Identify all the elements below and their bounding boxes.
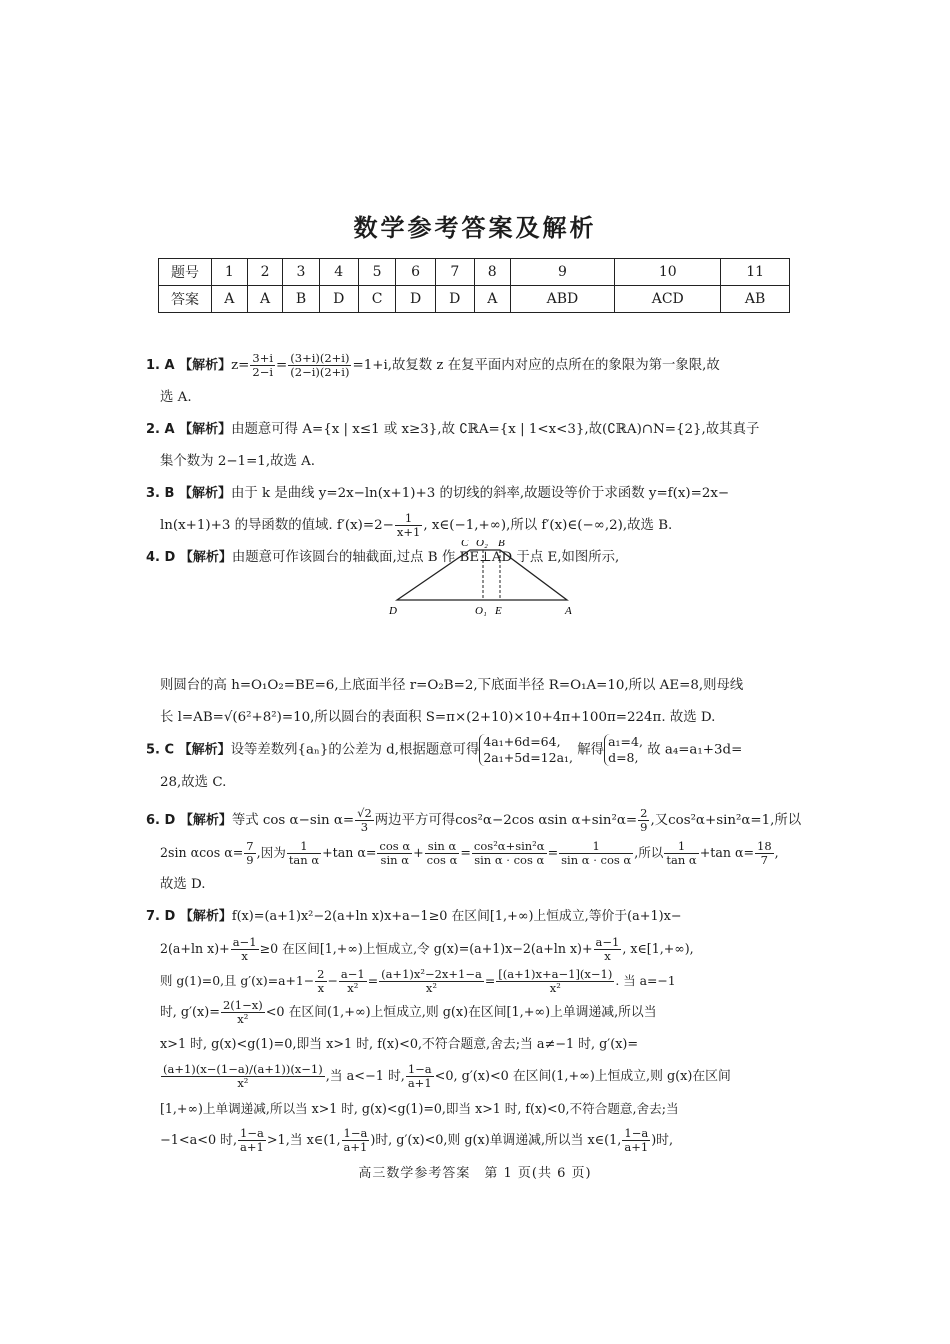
equation-system: a₁=4, d=8, [604, 734, 643, 766]
label-c: C [461, 540, 469, 549]
solution-7-line-1: 7. D 【解析】f(x)=(a+1)x²−2(a+ln x)x+a−1≥0 在区间[1,+∞)上恒成立,等价于(a+1)x− [146, 908, 682, 924]
solution-6-line-3: 故选 D. [160, 876, 206, 892]
solution-4-line-1: 4. D 【解析】由题意可作该圆台的轴截面,过点 B 作 BE⊥AD 于点 E,如图所示, [146, 550, 620, 565]
solution-3-line-2: ln(x+1)+3 的导函数的值域. f′(x)=2− $\frac{1}{x+1}$ , x∈(−1,+∞),所以 f′(x)∈(−∞,2),故选 B. [160, 511, 673, 539]
equation-system: 4a₁+6d=64, 2a₁+5d=12a₁, [479, 734, 573, 766]
fraction: $\frac{a-1}{x}$ [595, 934, 620, 963]
solution-4-line-3: 长 l=AB=√(6²+8²)=10,所以圆台的表面积 S=π×(2+10)×10+4π+100π=224π. 故选 D. [160, 710, 716, 725]
fraction: $\frac{\text{sin α}}{\text{cos α}}$ [426, 838, 458, 867]
row-label-answer: 答案 [159, 286, 212, 313]
table-cell: A [247, 286, 283, 313]
fraction: $\frac{1}{\text{sin α · cos α}}$ [561, 838, 632, 867]
fraction: $\frac{[(a+1)x+a-1](x-1)}{\text{x²}}$ [498, 966, 613, 995]
fraction: $\frac{7}{9}$ [246, 838, 254, 867]
table-cell: 8 [474, 259, 510, 286]
table-cell: 3 [283, 259, 319, 286]
fraction: $\frac{1-a}{a+1}$ [624, 1125, 649, 1154]
solution-4-line-2: 则圆台的高 h=O₁O₂=BE=6,上底面半径 r=O₂B=2,下底面半径 R=O₁A=10,所以 AE=8,则母线 [160, 678, 744, 693]
answer-table-answer-row [159, 286, 790, 313]
table-cell: B [283, 286, 319, 313]
solutions [146, 350, 806, 1157]
fraction: $\frac{(3+i)(2+i)}{(2-i)(2+i)}$ [290, 351, 350, 379]
row-label-number: 题号 [159, 259, 212, 286]
fraction: $\frac{1}{\text{tan α}}$ [666, 838, 697, 867]
solution-5-line-2: 28,故选 C. [160, 774, 227, 790]
fraction: $\frac{\text{cos²α+sin²α}}{\text{sin α · cos α}}$ [473, 838, 545, 867]
solution-3-line-1: 3. B 【解析】由于 k 是曲线 y=2x−ln(x+1)+3 的切线的斜率,故题设等价于求函数 y=f(x)=2x− [146, 486, 730, 501]
label-o2: O₂ [476, 540, 488, 549]
table-cell: A [474, 286, 510, 313]
table-cell: AB [721, 286, 790, 313]
label-o1: O₁ [475, 605, 487, 617]
table-cell: D [435, 286, 474, 313]
solution-2-line-2: 集个数为 2−1=1,故选 A. [160, 454, 316, 469]
table-cell: 9 [510, 259, 615, 286]
page-footer: 高三数学参考答案 第 1 页(共 6 页) [358, 1166, 592, 1181]
table-cell: D [319, 286, 358, 313]
label-b: B [498, 540, 505, 549]
solution-7-line-5: x>1 时, g(x)<g(1)=0,即当 x>1 时, f(x)<0,不符合题意,舍去;当 a≠−1 时, g′(x)= [160, 1036, 639, 1052]
fraction: $\frac{1-a}{a+1}$ [343, 1125, 368, 1154]
fraction: $\frac{\text{(a+1)x²−2x+1−a}}{\text{x²}}$ [381, 966, 482, 995]
fraction: $\frac{\text{cos α}}{\text{sin α}}$ [379, 838, 411, 867]
table-cell: 6 [396, 259, 435, 286]
page-title: 数学参考答案及解析 [353, 214, 597, 242]
label-d: D [389, 605, 397, 617]
table-cell: 10 [615, 259, 721, 286]
table-cell: 7 [435, 259, 474, 286]
fraction: $\frac{1-a}{a+1}$ [240, 1125, 264, 1154]
fraction: $\frac{(a+1)(x-(1-a)/(a+1))(x-1)}{\text{x²}}$ [163, 1061, 323, 1090]
fraction: $\frac{2}{x}$ [317, 966, 325, 995]
table-cell: D [396, 286, 435, 313]
answer-table-number-row [159, 259, 790, 286]
table-cell: 4 [319, 259, 358, 286]
solution-6-line-1: 6. D 【解析】等式 cos α−sin α= $\frac{√2}{3}$ 两边平方可得cos²α−2cos αsin α+sin²α= $\frac{2}{9}$ ,又cos²α+sin²α=1,所以 [146, 805, 802, 834]
solution-2-line-1: 2. A 【解析】由题意可得 A={x | x≤1 或 x≥3},故 ∁ℝA={x | 1<x<3},故(∁ℝA)∩N={2},故其真子 [146, 422, 760, 437]
fraction: $\frac{a-1}{\text{x²}}$ [340, 966, 365, 995]
fraction: $\frac{1}{\text{tan α}}$ [288, 838, 320, 867]
solution-1-line-2: 选 A. [160, 390, 192, 405]
table-cell: 2 [247, 259, 283, 286]
solution-7-line-3: 则 g(1)=0,且 g′(x)=a+1− $\frac{2}{x}$ − $\frac{a-1}{\text{x²}}$ = $\frac{\text{(a+1)x²−2x+1−a}}{\text{x²}}$ = $\frac{[(a+1)x+a-1](x-1)}{\text{x²}}$ . 当 a=−1 [160, 966, 676, 995]
fraction: $\frac{√2}{3}$ [357, 805, 372, 834]
solution-6-line-2: 2sin αcos α= $\frac{7}{9}$ ,因为 $\frac{1}{\text{tan α}}$ +tan α= $\frac{\text{cos α}}{\text{sin α}}$ + $\frac{\text{sin α}}{\text{cos α}}$ = $\frac{\text{cos²α+sin²α}}{\text{sin α · cos α}}$ = $\frac{1}{\text{sin α · cos α}}$ ,所以 $\frac{1}{\text{tan α}}$ +tan α= $\frac{18}{7}$ , [160, 838, 779, 867]
table-cell: 11 [721, 259, 790, 286]
solution-5-line-1: 5. C 【解析】设等差数列{aₙ}的公差为 d,根据题意可得 4a₁+6d=64, 2a₁+5d=12a₁, 解得 a₁=4, d=8, 故 a₄=a₁+3d= [146, 734, 743, 765]
solution-7-line-7: [1,+∞)上单调递减,所以当 x>1 时, g(x)<g(1)=0,即当 x>1 时, f(x)<0,不符合题意,舍去;当 [160, 1100, 679, 1116]
table-cell: 5 [358, 259, 396, 286]
solution-7-line-2: 2(a+ln x)+ $\frac{a-1}{x}$ ≥0 在区间[1,+∞)上恒成立,令 g(x)=(a+1)x−2(a+ln x)+ $\frac{a-1}{x}$ , x∈[1,+∞), [160, 934, 694, 963]
fraction: $\frac{2}{9}$ [640, 805, 648, 834]
label-a: A [565, 605, 572, 617]
solution-7-line-8: −1<a<0 时, $\frac{1-a}{a+1}$ >1,当 x∈(1, $\frac{1-a}{a+1}$ )时, g′(x)<0,则 g(x)单调递减,所以当 x∈(1, $\frac{1-a}{a+1}$ )时, [160, 1125, 674, 1154]
fraction: $\frac{18}{7}$ [757, 838, 772, 867]
table-cell: C [358, 286, 396, 313]
fraction: $\frac{3+i}{2-i}$ [252, 351, 274, 379]
fraction: $\frac{1-a}{a+1}$ [407, 1061, 432, 1090]
trapezoid-outline [397, 550, 567, 600]
table-cell: ACD [615, 286, 721, 313]
table-cell: ABD [510, 286, 615, 313]
table-cell: 1 [212, 259, 248, 286]
solution-7-line-4: 时, g′(x)= $\frac{2(1-x)}{\text{x²}}$ <0 在区间(1,+∞)上恒成立,则 g(x)在区间[1,+∞)上单调递减,所以当 [160, 997, 657, 1026]
trapezoid-figure [385, 540, 585, 620]
fraction: $\frac{a-1}{x}$ [232, 934, 257, 963]
fraction: $\frac{1}{x+1}$ [396, 511, 421, 539]
answer-table [158, 258, 790, 313]
solution-7-line-6: $\frac{(a+1)(x-(1-a)/(a+1))(x-1)}{\text{x²}}$ ,当 a<−1 时, $\frac{1-a}{a+1}$ <0, g′(x)<0 在区间(1,+∞)上恒成立,则 g(x)在区间 [163, 1061, 731, 1090]
label-e: E [495, 605, 502, 617]
solution-1-line-1: 1. A 【解析】z= $\frac{3+i}{2-i}$ = $\frac{(3+i)(2+i)}{(2-i)(2+i)}$ =1+i,故复数 z 在复平面内对应的点所在的象限为第一象限,故 [146, 351, 720, 379]
fraction: $\frac{2(1-x)}{\text{x²}}$ [222, 997, 263, 1026]
table-cell: A [212, 286, 248, 313]
